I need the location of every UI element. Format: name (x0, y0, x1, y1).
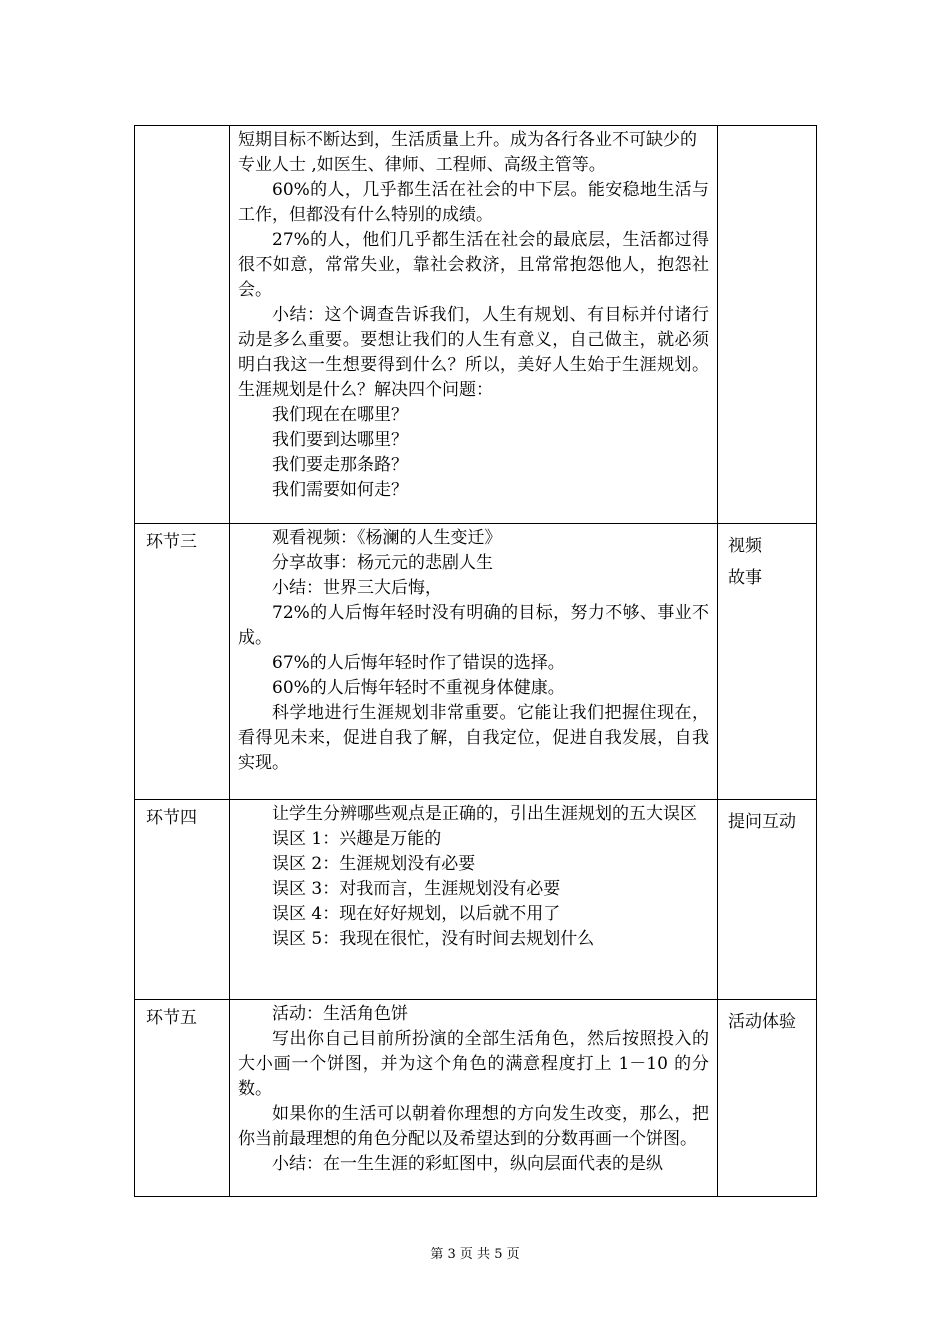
content-paragraph: 科学地进行生涯规划非常重要。它能让我们把握住现在，看得见未来，促进自我了解，自我定位，促进自我发展，自我实现。 (238, 703, 709, 773)
content-paragraph: 分享故事：杨元元的悲剧人生 (272, 553, 493, 573)
stage-cell: 环节四 (135, 800, 230, 1000)
content-paragraph: 误区 5：我现在很忙，没有时间去规划什么 (272, 929, 595, 949)
page-footer: 第 3 页 共 5 页 (430, 1247, 520, 1262)
content-paragraph: 如果你的生活可以朝着你理想的方向发生改变，那么，把你当前最理想的角色分配以及希望达到的分数再画一个饼图。 (238, 1104, 709, 1149)
method-label: 故事 (728, 568, 762, 588)
content-paragraph: 60%的人后悔年轻时不重视身体健康。 (272, 678, 565, 698)
table-row (135, 1000, 817, 1197)
method-cell (718, 126, 817, 524)
content-paragraph: 误区 3：对我而言，生涯规划没有必要 (272, 879, 561, 899)
content-cell (230, 1000, 718, 1197)
content-paragraph: 误区 1：兴趣是万能的 (272, 829, 442, 849)
content-paragraph: 我们需要如何走？ (272, 480, 408, 500)
content-paragraph: 小结：在一生生涯的彩虹图中，纵向层面代表的是纵 (272, 1154, 663, 1174)
method-cell (718, 524, 817, 800)
lesson-plan-table (134, 125, 817, 1197)
content-paragraph: 72%的人后悔年轻时没有明确的目标，努力不够、事业不成。 (238, 603, 709, 648)
method-cell (718, 800, 817, 1000)
method-label: 活动体验 (728, 1012, 796, 1032)
content-paragraph: 小结：世界三大后悔， (272, 578, 442, 598)
content-paragraph: 误区 4：现在好好规划，以后就不用了 (272, 904, 561, 924)
content-paragraph: 活动：生活角色饼 (272, 1004, 408, 1024)
method-label: 提问互动 (728, 812, 796, 832)
content-paragraph: 小结：这个调查告诉我们，人生有规划、有目标并付诸行动是多么重要。要想让我们的人生有意义，自己做主，就必须明白我这一生想要得到什么？所以，美好人生始于生涯规划。生涯规划是什么？解决四个问题： (238, 305, 709, 400)
content-paragraph: 27%的人，他们几乎都生活在社会的最底层，生活都过得很不如意，常常失业，靠社会救济，且常常抱怨他人，抱怨社会。 (238, 230, 709, 300)
stage-cell: 环节五 (135, 1000, 230, 1197)
content-cell (230, 524, 718, 800)
table-row (135, 524, 817, 800)
content-cell (230, 800, 718, 1000)
stage-cell (135, 126, 230, 524)
content-paragraph: 我们要走那条路？ (272, 455, 408, 475)
content-paragraph: 让学生分辨哪些观点是正确的，引出生涯规划的五大误区 (272, 804, 697, 824)
stage-cell: 环节三 (135, 524, 230, 800)
content-paragraph: 我们现在在哪里？ (272, 405, 408, 425)
table-row (135, 126, 817, 524)
content-paragraph: 67%的人后悔年轻时作了错误的选择。 (272, 653, 565, 673)
method-label: 视频 (728, 536, 762, 556)
content-paragraph: 观看视频：《杨澜的人生变迁》 (272, 528, 502, 548)
table-row (135, 800, 817, 1000)
content-paragraph: 误区 2：生涯规划没有必要 (272, 854, 476, 874)
content-paragraph: 60%的人，几乎都生活在社会的中下层。能安稳地生活与工作，但都没有什么特别的成绩。 (238, 180, 709, 225)
method-cell (718, 1000, 817, 1197)
content-paragraph: 我们要到达哪里？ (272, 430, 408, 450)
content-cell (230, 126, 718, 524)
content-paragraph: 写出你自己目前所扮演的全部生活角色，然后按照投入的大小画一个饼图，并为这个角色的满意程度打上 1－10 的分数。 (238, 1029, 709, 1099)
content-paragraph: 短期目标不断达到，生活质量上升。成为各行各业不可缺少的专业人士 ,如医生、律师、工程师、高级主管等。 (238, 130, 697, 175)
